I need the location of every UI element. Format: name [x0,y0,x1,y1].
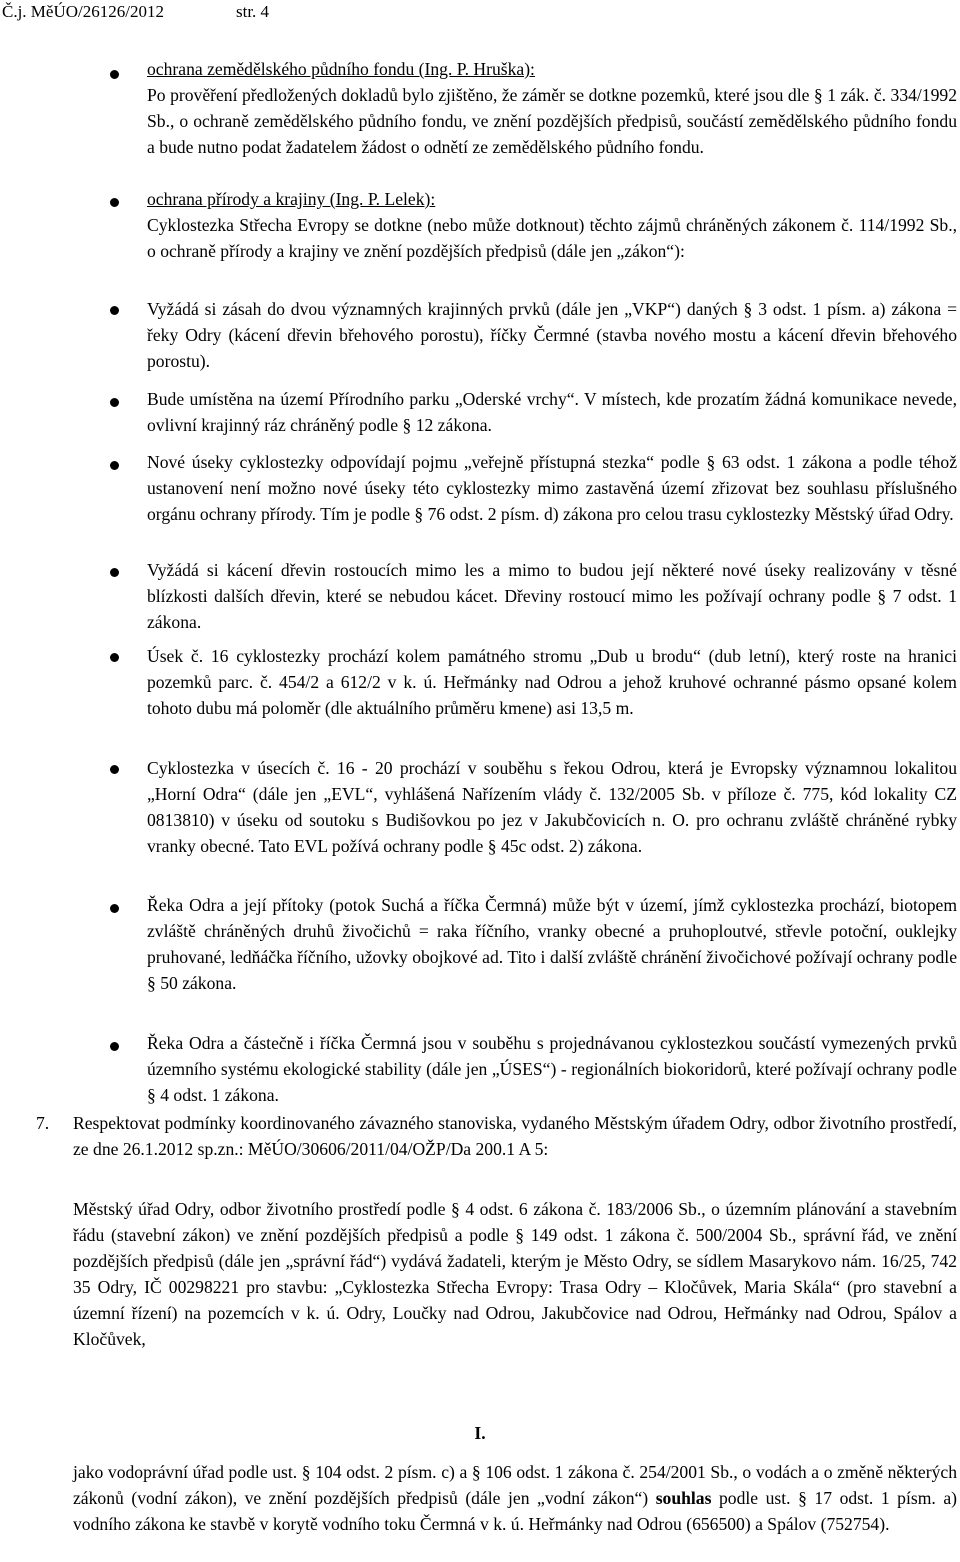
section-text [73,1459,957,1537]
bullet-icon [110,1042,119,1051]
item-nature [147,186,957,264]
list-item: Nové úseky cyklostezky odpovídají pojmu „veřejně přístupná stezka“ podle § 63 odst. 1 zákona a podle téhož ustanovení není možno nové úseky této cyklostezky mimo zastavěná území zřizovat bez souhlasu příslušného orgánu ochrany přírody. Tím je podle § 76 odst. 2 písm. d) zákona pro celou trasu cyklostezky Městský úřad Odry. [147,452,957,524]
list-item: Cyklostezka v úsecích č. 16 - 20 prochází v souběhu s řekou Odrou, která je Evropsky významnou lokalitou „Horní Odra“ (dále jen „EVL“, vyhlášená Nařízením vlády č. 132/2005 Sb. v příloze č. 775, kód lokality CZ 0813810) v úseku od soutoku s Budišovkou po jez v Jakubčovicích n. O. pro ochranu zvláště chráněné rybky vranky obecné. Tato EVL požívá ochrany podle § 45c odst. 2) zákona. [147,758,957,856]
item-zpf [147,56,957,160]
item-title: ochrana přírody a krajiny (Ing. P. Lelek): [147,189,436,209]
section-heading: I. [474,1423,486,1443]
list-item: Úsek č. 16 cyklostezky prochází kolem památného stromu „Dub u brodu“ (dub letní), který roste na hranici pozemků parc. č. 454/2 a 612/2 v k. ú. Heřmánky nad Odrou a jehož kruhové ochranné pásmo opsané kolem tohoto dubu má poloměr (dle aktuálního průměru kmene) asi 13,5 m. [147,646,957,718]
page-number: str. 4 [235,2,270,21]
point-7-text: Respektovat podmínky koordinovaného závazného stanoviska, vydaného Městským úřadem Odry, odbor životního prostředí, ze dne 26.1.2012 sp.zn.: MěÚO/30606/2011/04/OŽP/Da 200.1 A 5: [73,1113,957,1159]
bullet-icon [110,398,119,407]
list-item: Bude umístěna na území Přírodního parku „Oderské vrchy“. V místech, kde prozatím žádná komunikace nevede, ovlivní krajinný ráz chráněný podle § 12 zákona. [147,389,957,435]
page-header [2,2,269,22]
bullet-icon [110,306,119,315]
bullet-icon [110,765,119,774]
point-7-paragraph: Městský úřad Odry, odbor životního prostředí podle § 4 odst. 6 zákona č. 183/2006 Sb., o územním plánování a stavebním řádu (stavební zákon) ve znění pozdějších předpisů a podle § 149 odst. 1 zákona č. 500/2004 Sb., správní řád, ve znění pozdějších předpisů (dále jen „správní řád“) vydává žadateli, kterým je Město Odry, se sídlem Masarykovo nám. 16/25, 742 35 Odry, IČ 00298221 pro stavbu: „Cyklostezka Střecha Evropy: Trasa Odry – Kločůvek, Maria Skála“ (pro stavební a územní řízení) na pozemcích v k. ú. Odry, Loučky nad Odrou, Jakubčovice nad Odrou, Heřmánky nad Odrou, Spálov a Kločůvek, [73,1199,957,1349]
item-text: Po prověření předložených dokladů bylo zjištěno, že záměr se dotkne pozemků, které jsou dle § 1 zák. č. 334/1992 Sb., o ochraně zemědělského půdního fondu, ve znění pozdějších předpisů, součástí zemědělského půdního fondu a bude nutno podat žadatelem žádost o odnětí ze zemědělského půdního fondu. [147,85,957,157]
item-title: ochrana zemědělského půdního fondu (Ing. P. Hruška): [147,59,535,79]
point-number: 7. [36,1113,50,1133]
bullet-icon [110,904,119,913]
section-text-after: podle ust. § 17 odst. 1 písm. a) vodního zákona ke stavbě v korytě vodního toku Čermná v k. ú. Heřmánky nad Odrou (656500) a Spálov (752754). [73,1488,957,1534]
list-item: Vyžádá si kácení dřevin rostoucích mimo les a mimo to budou její některé nové úseky realizovány v těsné blízkosti dalších dřevin, které se nebudou kácet. Dřeviny rostoucí mimo les požívají ochrany podle § 7 odst. 1 zákona. [147,560,957,632]
reference-number: Č.j. MěÚO/26126/2012 [2,2,164,21]
bullet-icon [110,461,119,470]
list-item: Vyžádá si zásah do dvou významných krajinných prvků (dále jen „VKP“) daných § 3 odst. 1 písm. a) zákona = řeky Odry (kácení dřevin břehového porostu), říčky Čermné (stavba nového mostu a kácení dřevin břehového porostu). [147,299,957,371]
bullet-icon [110,198,119,207]
list-item: Řeka Odra a její přítoky (potok Suchá a říčka Čermná) může být v území, jímž cyklostezka prochází, biotopem zvláště chráněných druhů živočichů = raka říčního, vranky obecné a pruhoploutvé, střevle potoční, ouklejky pruhované, ledňáčka říčního, užovky obojkové ad. Tito i další zvláště chránění živočichové požívají ochrany podle § 50 zákona. [147,895,957,993]
bullet-icon [110,568,119,577]
bullet-icon [110,653,119,662]
bullet-icon [110,70,119,79]
list-item: Řeka Odra a částečně i říčka Čermná jsou v souběhu s projednávanou cyklostezkou součástí vymezených prvků územního systému ekologické stability (dále jen „ÚSES“) - regionálních biokoridorů, které požívají ochrany podle § 4 odst. 1 zákona. [147,1033,957,1105]
item-text: Cyklostezka Střecha Evropy se dotkne (nebo může dotknout) těchto zájmů chráněných zákonem č. 114/1992 Sb., o ochraně přírody a krajiny ve znění pozdějších předpisů (dále jen „zákon“): [147,215,957,261]
section-bold-word: souhlas [655,1488,712,1508]
section-text-before: jako vodoprávní úřad podle ust. § 104 odst. 2 písm. c) a § 106 odst. 1 zákona č. 254/2001 Sb., o vodách a o změně některých zákonů (vodní zákon), ve znění pozdějších předpisů (dále jen „vodní zákon“) [73,1462,957,1508]
